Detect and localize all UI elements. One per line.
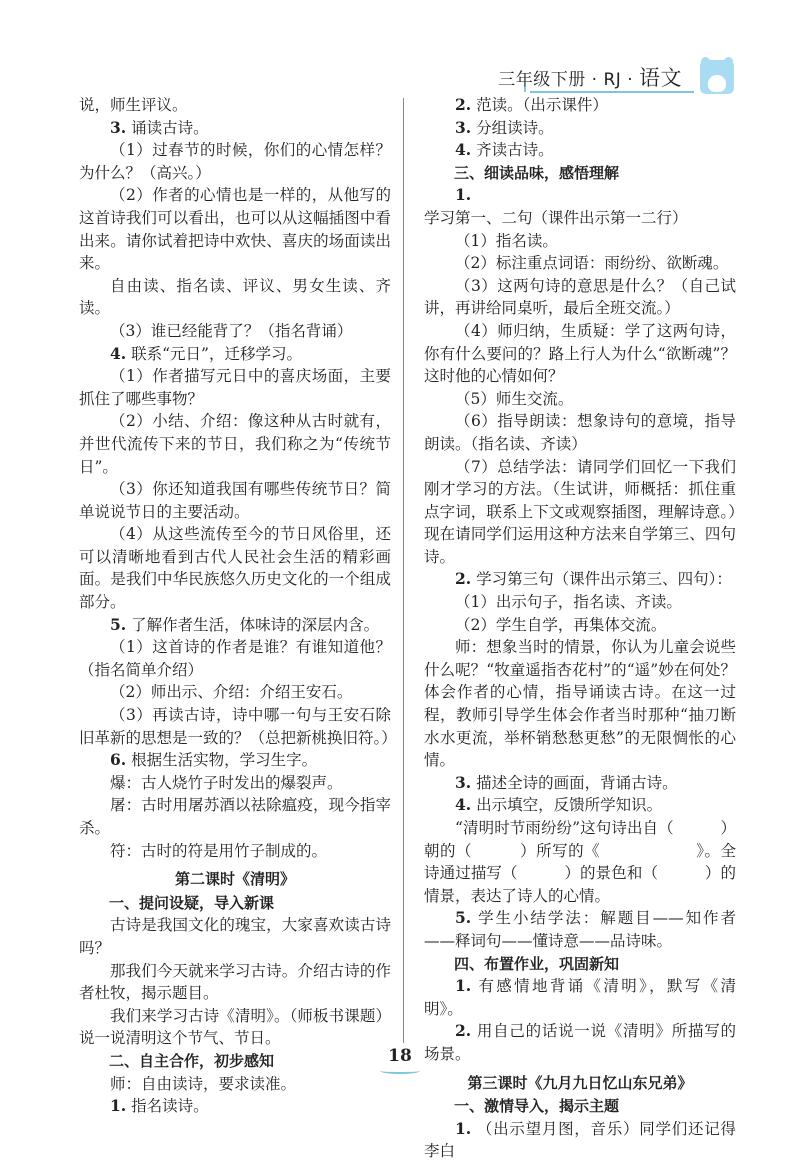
book-title	[498, 62, 682, 92]
paragraph	[424, 1118, 736, 1163]
paragraph-text: 出示填空，反馈所学知识。	[471, 796, 663, 815]
item-number: 5.	[455, 908, 472, 928]
paragraph	[424, 456, 736, 569]
paragraph-text: 分组读诗。	[471, 118, 554, 137]
paragraph	[79, 139, 391, 184]
paragraph-text: 三、细读品味，感悟理解	[454, 163, 620, 182]
paragraph-text: （5）师生交流。	[455, 389, 574, 408]
paragraph-text: 用自己的话说一说《清明》所描写的场景。	[424, 1022, 736, 1063]
section-heading	[424, 162, 736, 185]
paragraph-text: 那我们今天就来学习古诗。介绍古诗的作者杜牧，揭示题目。	[79, 961, 391, 1003]
paragraph-text: 第三课时《九月九日忆山东兄弟》	[467, 1073, 693, 1092]
paragraph	[79, 184, 391, 274]
paragraph	[79, 365, 391, 410]
paragraph-text: （7）总结学法：请同学们回忆一下我们刚才学习的方法。（生试讲，师概括：抓住重点字词，联系上下文或观察插图，理解诗意。）现在请同学们运用这种方法来自学第三、四句诗。	[424, 457, 736, 566]
paragraph	[79, 704, 397, 749]
bear-icon	[700, 60, 734, 94]
paragraph	[79, 772, 391, 795]
paragraph-text: （2）标注重点词语：雨纷纷、欲断魂。	[455, 254, 729, 273]
item-number: 3.	[455, 117, 472, 137]
lesson-title	[424, 1072, 736, 1095]
paragraph-text: （1）指名读。	[455, 231, 558, 250]
paragraph-text: 说，师生评议。	[79, 96, 188, 114]
paragraph-text: 师：想象当时的情景，你认为儿童会说些什么呢？“牧童遥指杏花村”的“遥”妙在何处？体会作者的心情，指导诵读古诗。在这一过程，教师引导学生体会作者当时那种“抽刀断水水更流，举杯销愁愁更愁”的无限惆怅的心情。	[424, 638, 736, 770]
paragraph	[79, 94, 391, 117]
book-subject: 语文	[639, 66, 682, 90]
paragraph-text: （2）学生自学，再集体交流。	[455, 615, 667, 634]
paragraph	[424, 817, 736, 907]
paragraph-text: 诵读古诗。	[126, 118, 209, 137]
paragraph	[424, 94, 736, 117]
right-column	[424, 94, 736, 1163]
item-number: 4.	[455, 140, 472, 160]
paragraph-text: （6）指导朗读：想象诗句的意境，指导朗读。（指名读、齐读）	[424, 412, 736, 453]
paragraph	[424, 410, 736, 455]
paragraph-text: （1）过春节的时候，你们的心情怎样？为什么？（高兴。）	[79, 141, 391, 182]
item-number: 1.	[455, 185, 472, 205]
paragraph	[424, 117, 736, 140]
item-number: 2.	[455, 95, 472, 114]
item-number: 1.	[455, 1118, 472, 1138]
paragraph-text: 有感情地背诵《清明》，默写《清明》。	[424, 977, 736, 1018]
paragraph-text: （4）从这些流传至今的节日风俗里，还可以清晰地看到古代人民社会生活的精彩画面。是我们中华民族悠久历史文化的一个组成部分。	[79, 525, 391, 612]
item-number: 5.	[110, 614, 127, 634]
item-number: 3.	[455, 772, 472, 792]
paragraph-text: （2）作者的心情也是一样的，从他写的这首诗我们可以看出，也可以从这幅插图中看出来。请你试着把诗中欢快、喜庆的场面读出来。	[79, 186, 391, 273]
paragraph-text: （1）这首诗的作者是谁？有谁知道他？（指名简单介绍）	[79, 638, 391, 679]
paragraph-text: 指名读诗。	[126, 1097, 209, 1116]
paragraph-text: （3）你还知道我国有哪些传统节日？简单说说节日的主要活动。	[79, 480, 391, 521]
paragraph	[79, 275, 391, 320]
paragraph-text: （2）师出示、介绍：介绍王安石。	[110, 683, 353, 702]
section-heading	[424, 953, 736, 976]
paragraph-text: 一、提问设疑，导入新课	[109, 893, 275, 912]
paragraph-text: 二、自主合作，初步感知	[109, 1051, 275, 1070]
paragraph-text: 范读。（出示课件）	[471, 96, 608, 114]
header-rule	[530, 91, 694, 93]
paragraph	[79, 681, 391, 704]
paragraph-text: （1）作者描写元日中的喜庆场面，主要抓住了哪些事物？	[79, 367, 391, 408]
paragraph-text: 一、激情导入，揭示主题	[454, 1097, 620, 1116]
paragraph-text: 学习第一、二句（课件出示第一二行）	[424, 208, 688, 227]
column-divider	[403, 98, 404, 1043]
paragraph	[424, 568, 736, 591]
paragraph	[424, 252, 736, 275]
paragraph	[79, 117, 391, 140]
paragraph	[79, 1095, 391, 1118]
paragraph	[79, 914, 391, 959]
paragraph-text: （出示望月图，音乐）同学们还记得李白	[424, 1119, 736, 1161]
paragraph	[79, 960, 391, 1005]
item-number: 4.	[110, 343, 127, 363]
paragraph	[424, 139, 736, 162]
paragraph	[424, 184, 736, 229]
paragraph	[424, 591, 736, 614]
section-heading	[79, 892, 391, 915]
paragraph-text: 描述全诗的画面，背诵古诗。	[471, 773, 678, 792]
paragraph	[424, 907, 736, 952]
paragraph-text: 爆：古人烧竹子时发出的爆裂声。	[110, 773, 343, 792]
paragraph-text: 屠：古时用屠苏酒以祛除瘟疫，现今指宰杀。	[79, 796, 391, 837]
paragraph	[79, 794, 391, 839]
left-column	[79, 94, 397, 1118]
paragraph	[79, 523, 391, 613]
paragraph	[424, 614, 736, 637]
paragraph	[424, 320, 736, 388]
paragraph	[424, 230, 736, 253]
item-number: 2.	[455, 1021, 472, 1041]
paragraph	[79, 478, 391, 523]
item-number: 2.	[455, 569, 472, 589]
paragraph-text: 齐读古诗。	[471, 141, 554, 160]
paragraph-text: “清明时节雨纷纷”这句诗出自（ ）朝的（ ）所写的《 》。全诗通过描写（ ）的景色和（ ）的情景，表达了诗人的心情。	[424, 819, 736, 905]
paragraph-text: （3）再读古诗，诗中哪一句与王安石除旧革新的思想是一致的？（总把新桃换旧符。）	[79, 706, 397, 747]
paragraph-text: 学习第三句（课件出示第三、四句）：	[471, 570, 732, 589]
paragraph-text: （3）谁已经能背了？（指名背诵）	[110, 321, 353, 340]
paragraph	[79, 614, 391, 637]
book-grade: 三年级下册 · RJ ·	[498, 70, 639, 90]
item-number: 6.	[110, 750, 127, 770]
paragraph-text: 我们来学习古诗《清明》。（师板书课题）说一说清明这个节气、节日。	[79, 1006, 391, 1048]
paragraph-text: 根据生活实物，学习生字。	[126, 751, 318, 770]
paragraph	[424, 794, 736, 817]
item-number: 3.	[110, 117, 127, 137]
paragraph	[79, 749, 391, 772]
paragraph-text: 联系“元日”，迁移学习。	[126, 344, 302, 363]
lesson-title	[79, 868, 391, 891]
paragraph-text: 第二课时《清明》	[174, 870, 295, 889]
paragraph-text: 了解作者生活，体味诗的深层内含。	[126, 615, 380, 634]
paragraph-text: 学生小结学法：解题目——知作者——释词句——懂诗意——品诗味。	[424, 909, 736, 950]
item-number: 4.	[455, 795, 472, 815]
item-number: 1.	[455, 976, 472, 996]
paragraph-text: 古诗是我国文化的瑰宝，大家喜欢读古诗吗？	[79, 916, 391, 957]
paragraph	[79, 320, 391, 343]
paragraph	[79, 636, 391, 681]
paragraph	[424, 388, 736, 411]
paragraph-text: 自由读、指名读、评议、男女生读、齐读。	[79, 276, 391, 318]
section-heading	[424, 1095, 736, 1118]
paragraph-text: （2）小结、介绍：像这种从古时就有，并世代流传下来的节日，我们称之为“传统节日”。	[79, 412, 391, 476]
page-number-ornament	[380, 1068, 420, 1074]
paragraph-text: 师：自由读诗，要求读准。	[110, 1074, 297, 1093]
page-number: 18	[388, 1046, 412, 1066]
paragraph	[79, 1073, 391, 1096]
paragraph	[79, 840, 391, 863]
item-number: 1.	[110, 1096, 127, 1116]
paragraph-text: （4）师归纳，生质疑：学了这两句诗，你有什么要问的？路上行人为什么“欲断魂”？这时他的心情如何？	[424, 321, 736, 386]
paragraph	[424, 275, 736, 320]
paragraph-text: （1）出示句子，指名读、齐读。	[455, 593, 682, 612]
paragraph	[79, 343, 391, 366]
paragraph	[79, 410, 391, 478]
paragraph	[424, 772, 736, 795]
paragraph	[424, 975, 736, 1020]
paragraph-text: （3）这两句诗的意思是什么？（自己试讲，再讲给同桌听，最后全班交流。）	[424, 276, 736, 318]
paragraph-text: 四、布置作业，巩固新知	[454, 954, 620, 973]
paragraph	[79, 1005, 391, 1050]
paragraph-text: 符：古时的符是用竹子制成的。	[110, 841, 328, 860]
paragraph	[424, 636, 736, 772]
